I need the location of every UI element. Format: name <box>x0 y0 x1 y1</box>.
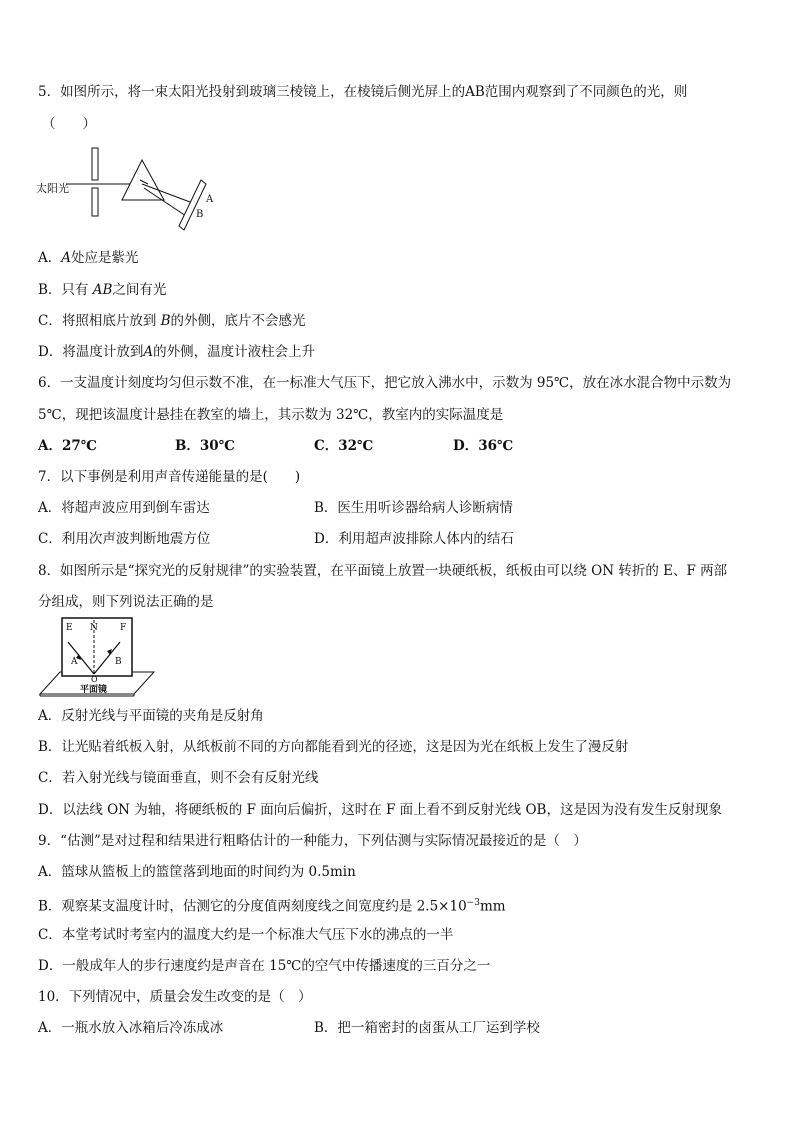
q7-option-a: A．将超声波应用到倒车雷达 <box>38 500 210 516</box>
q10-stem: 10．下列情况中，质量会发生改变的是（ ） <box>38 989 312 1005</box>
q6-option-d: D．36℃ <box>453 438 514 454</box>
q8-stem-line1: 8．如图所示是“探究光的反射规律”的实验装置，在平面镜上放置一块硬纸板，纸板由可以绕 ON 转折的 E、F 两部 <box>38 563 728 579</box>
q5-stem: 5．如图所示，将一束太阳光投射到玻璃三棱镜上，在棱镜后侧光屏上的AB范围内观察到了不同颜色的光，则 <box>38 84 688 100</box>
q8-label-mirror: 平面镜 <box>80 685 108 695</box>
q5-slit-plates <box>92 148 98 216</box>
q5-answer-paren: （ ） <box>42 116 96 132</box>
q8-label-o: O <box>91 675 98 684</box>
q9-option-d: D．一般成年人的步行速度约是声音在 15℃的空气中传播速度的三百分之一 <box>38 958 491 974</box>
q5-option-a: A．A处应是紫光 <box>38 250 139 266</box>
q8-option-c: C．若入射光线与镜面垂直，则不会有反射光线 <box>38 770 319 786</box>
q10-option-b: B．把一箱密封的卤蛋从工厂运到学校 <box>314 1020 540 1036</box>
q8-label-f: F <box>120 623 127 633</box>
q5-sun-label: 太阳光 <box>36 182 69 195</box>
q9-option-b: B．观察某支温度计时，估测它的分度值两刻度线之间宽度约是 $2.5\times 10^{-3}mm$ <box>38 898 506 915</box>
q8-label-e: E <box>66 623 73 633</box>
q7-option-d: D．利用超声波排除人体内的结石 <box>314 531 514 547</box>
q9-stem: 9．“估测”是对过程和结果进行粗略估计的一种能力，下列估测与实际情况最接近的是（ ） <box>38 833 587 849</box>
q8-label-n: N <box>90 623 98 633</box>
q8-label-b: B <box>115 657 122 667</box>
q9-option-a: A．篮球从篮板上的篮筐落到地面的时间约为 0.5min <box>38 864 356 880</box>
q8-reflection-figure <box>38 616 156 698</box>
q5-option-d: D．将温度计放到A的外侧，温度计液柱会上升 <box>38 344 316 360</box>
q8-option-d: D．以法线 ON 为轴，将硬纸板的 F 面向后偏折，这时在 F 面上看不到反射光线 OB，这是因为没有发生反射现象 <box>38 802 722 818</box>
q6-stem-line2: 5℃，现把该温度计悬挂在教室的墙上，其示数为 32℃，教室内的实际温度是 <box>38 407 504 423</box>
q6-option-b: B．30℃ <box>175 438 235 454</box>
q8-option-b: B．让光贴着纸板入射，从纸板前不同的方向都能看到光的径迹，这是因为光在纸板上发生了漫反射 <box>38 739 629 755</box>
q5-prism-figure <box>36 144 226 236</box>
q5-light-screen <box>179 180 206 230</box>
q6-option-c: C．32℃ <box>314 438 374 454</box>
q6-stem-line1: 6．一支温度计刻度均匀但示数不准，在一标准大气压下，把它放入沸水中，示数为 95℃，放在冰水混合物中示数为 <box>38 375 732 391</box>
q5-label-a: A <box>206 194 214 205</box>
q5-label-b: B <box>196 209 204 220</box>
q8-stem-line2: 分组成，则下列说法正确的是 <box>38 594 214 610</box>
q10-option-a: A．一瓶水放入冰箱后冷冻成冰 <box>38 1020 224 1036</box>
q7-option-c: C．利用次声波判断地震方位 <box>38 531 211 547</box>
q5-option-b: B．只有 AB之间有光 <box>38 282 167 298</box>
q6-option-a: A．27℃ <box>38 438 97 454</box>
q5-option-c: C．将照相底片放到 B的外侧，底片不会感光 <box>38 313 306 329</box>
q8-option-a: A．反射光线与平面镜的夹角是反射角 <box>38 708 264 724</box>
q5-prism <box>122 160 164 200</box>
q9-option-c: C．本堂考试时考室内的温度大约是一个标准大气压下水的沸点的一半 <box>38 927 454 943</box>
q7-option-b: B．医生用听诊器给病人诊断病情 <box>314 500 513 516</box>
q8-label-a: A <box>71 657 78 667</box>
q7-stem: 7．以下事例是利用声音传递能量的是( ) <box>38 469 301 485</box>
